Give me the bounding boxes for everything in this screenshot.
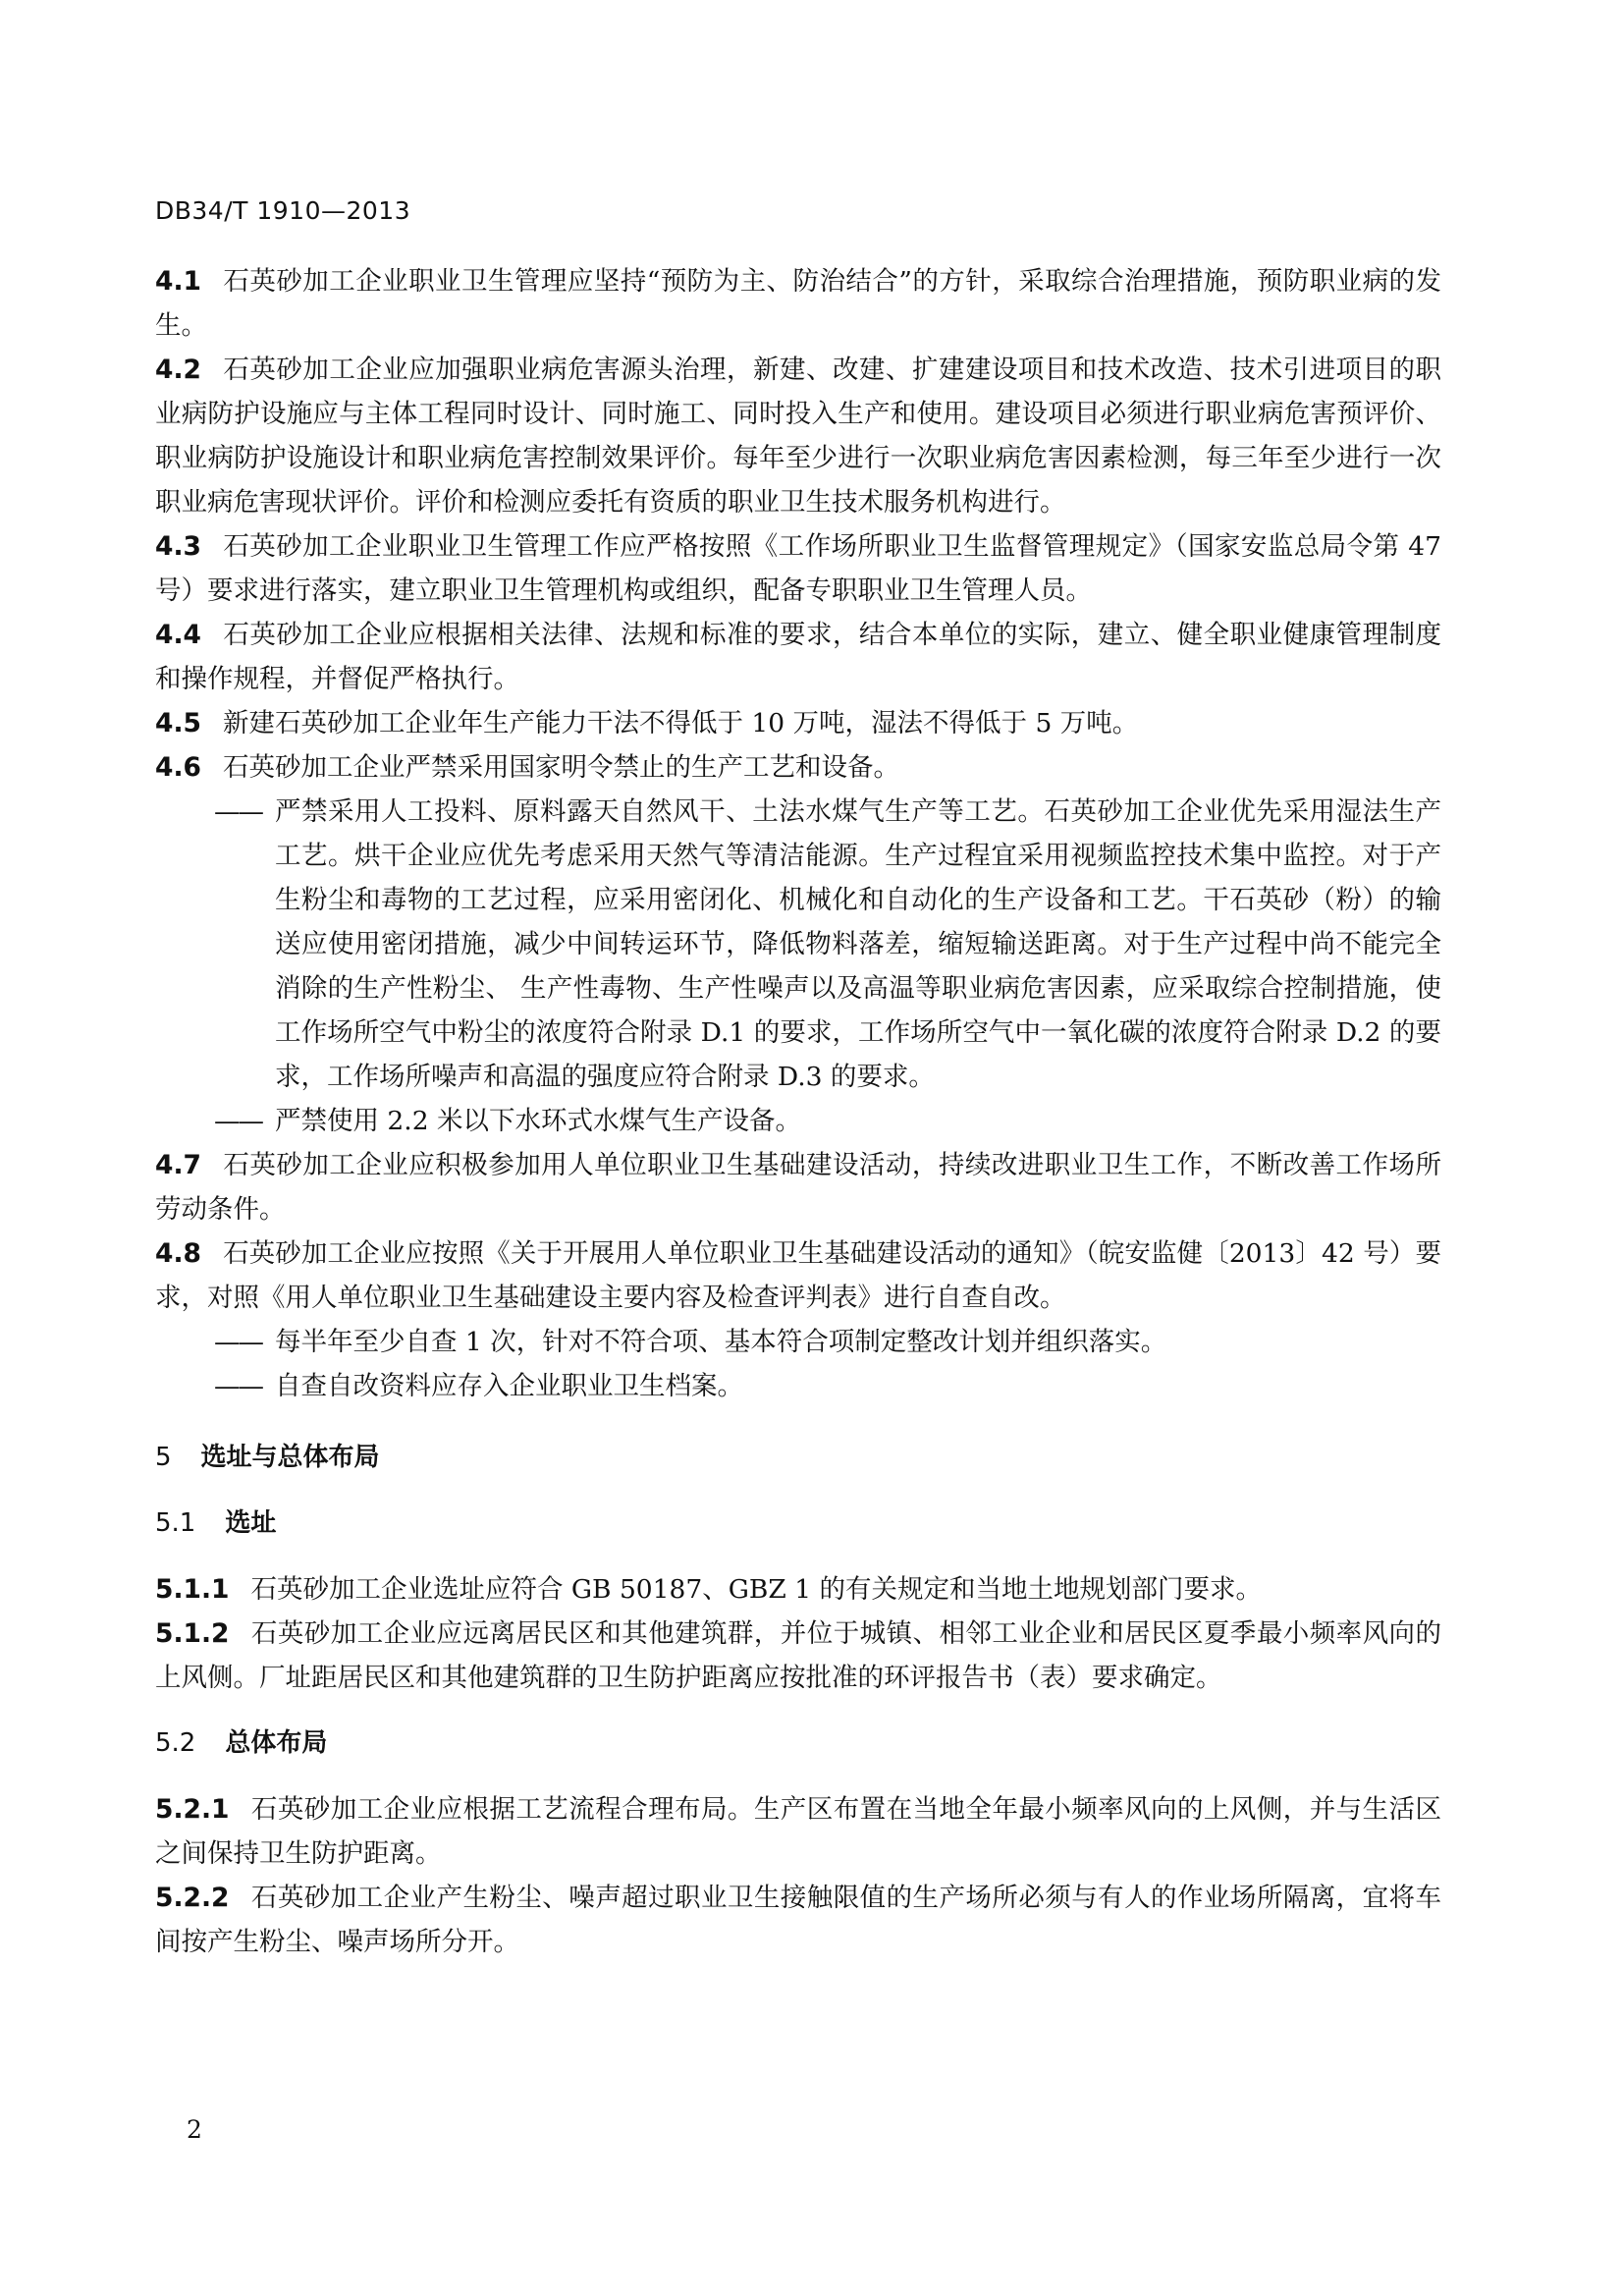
list-item-text: 每半年至少自查 1 次，针对不符合项、基本符合项制定整改计划并组织落实。 — [275, 1327, 1167, 1357]
clause-text: 石英砂加工企业产生粉尘、噪声超过职业卫生接触限值的生产场所必须与有人的作业场所隔离，宜将车间按产生粉尘、噪声场所分开。 — [155, 1883, 1441, 1957]
clause-5-1-2 — [155, 1612, 1441, 1700]
clause-5-2-2 — [155, 1876, 1441, 1964]
clause-4-3 — [155, 524, 1441, 613]
section-number: 5.1 — [155, 1508, 196, 1538]
clause-text: 新建石英砂加工企业年生产能力干法不得低于 10 万吨，湿法不得低于 5 万吨。 — [222, 708, 1139, 738]
dash-mark: —— — [214, 1327, 262, 1357]
document-body — [155, 259, 1441, 1964]
list-item — [214, 1099, 1441, 1143]
subsection-5-2-heading — [155, 1722, 1441, 1766]
list-item-text: 严禁采用人工投料、原料露天自然风干、土法水煤气生产等工艺。石英砂加工企业优先采用湿法生产工艺。烘干企业应优先考虑采用天然气等清洁能源。生产过程宜采用视频监控技术集中监控。对于产生粉尘和毒物的工艺过程，应采用密闭化、机械化和自动化的生产设备和工艺。干石英砂（粉）的输送应使用密闭措施，减少中间转运环节，降低物料落差，缩短输送距离。对于生产过程中尚不能完全消除的生产性粉尘、 生产性毒物、生产性噪声以及高温等职业病危害因素，应采取综合控制措施，使工作场所空气中粉尘的浓度符合附录 D.1 的要求，工作场所空气中一氧化碳的浓度符合附录 D.2 的要求，工作场所噪声和高温的强度应符合附录 D.3 的要求。 — [275, 796, 1441, 1092]
dash-mark: —— — [214, 796, 262, 827]
clause-4-6 — [155, 745, 1441, 790]
dash-mark: —— — [214, 1106, 262, 1136]
clause-4-2 — [155, 348, 1441, 524]
clause-number: 5.2.1 — [155, 1794, 230, 1825]
clause-5-2-1 — [155, 1787, 1441, 1876]
clause-number: 4.8 — [155, 1238, 201, 1269]
clause-4-1 — [155, 259, 1441, 348]
clause-number: 4.3 — [155, 531, 201, 562]
clause-text: 石英砂加工企业应按照《关于开展用人单位职业卫生基础建设活动的通知》（皖安监健〔2013〕42 号）要求，对照《用人单位职业卫生基础建设主要内容及检查评判表》进行自查自改。 — [155, 1238, 1441, 1313]
list-item-text: 自查自改资料应存入企业职业卫生档案。 — [275, 1371, 743, 1401]
clause-5-1-1 — [155, 1567, 1441, 1612]
list-item — [214, 1320, 1441, 1364]
clause-text: 石英砂加工企业应远离居民区和其他建筑群，并位于城镇、相邻工业企业和居民区夏季最小频率风向的上风侧。厂址距居民区和其他建筑群的卫生防护距离应按批准的环评报告书（表）要求确定。 — [155, 1618, 1441, 1693]
dash-mark: —— — [214, 1371, 262, 1401]
clause-4-7 — [155, 1143, 1441, 1231]
clause-text: 石英砂加工企业职业卫生管理工作应严格按照《工作场所职业卫生监督管理规定》（国家安监总局令第 47 号）要求进行落实，建立职业卫生管理机构或组织，配备专职职业卫生管理人员。 — [155, 531, 1441, 606]
clause-text: 石英砂加工企业选址应符合 GB 50187、GBZ 1 的有关规定和当地土地规划部门要求。 — [250, 1574, 1263, 1605]
clause-text: 石英砂加工企业应积极参加用人单位职业卫生基础建设活动，持续改进职业卫生工作，不断改善工作场所劳动条件。 — [155, 1150, 1441, 1225]
clause-4-8 — [155, 1231, 1441, 1320]
clause-number: 4.5 — [155, 708, 201, 738]
list-item — [214, 790, 1441, 1099]
clause-number: 4.2 — [155, 355, 201, 385]
list-item-text: 严禁使用 2.2 米以下水环式水煤气生产设备。 — [275, 1106, 801, 1136]
section-number: 5.2 — [155, 1728, 196, 1758]
clause-text: 石英砂加工企业应加强职业病危害源头治理，新建、改建、扩建建设项目和技术改造、技术引进项目的职业病防护设施应与主体工程同时设计、同时施工、同时投入生产和使用。建设项目必须进行职业病危害预评价、职业病防护设施设计和职业病危害控制效果评价。每年至少进行一次职业病危害因素检测，每三年至少进行一次职业病危害现状评价。评价和检测应委托有资质的职业卫生技术服务机构进行。 — [155, 355, 1441, 518]
clause-number: 5.1.2 — [155, 1618, 230, 1649]
clause-text: 石英砂加工企业应根据相关法律、法规和标准的要求，结合本单位的实际，建立、健全职业健康管理制度和操作规程，并督促严格执行。 — [155, 620, 1441, 694]
document-code: DB34/T 1910—2013 — [155, 196, 411, 225]
section-number: 5 — [155, 1443, 172, 1472]
subsection-5-1-heading — [155, 1502, 1441, 1546]
page-number: 2 — [187, 2115, 202, 2144]
list-item — [214, 1364, 1441, 1408]
clause-number: 4.4 — [155, 620, 201, 650]
clause-number: 4.7 — [155, 1150, 201, 1180]
clause-text: 石英砂加工企业应根据工艺流程合理布局。生产区布置在当地全年最小频率风向的上风侧，并与生活区之间保持卫生防护距离。 — [155, 1794, 1441, 1869]
section-title: 总体布局 — [225, 1728, 328, 1758]
section-title: 选址 — [225, 1508, 277, 1538]
clause-4-5 — [155, 701, 1441, 745]
clause-text: 石英砂加工企业职业卫生管理应坚持“预防为主、防治结合”的方针，采取综合治理措施，预防职业病的发生。 — [155, 266, 1441, 341]
clause-number: 4.1 — [155, 266, 201, 297]
clause-number: 4.6 — [155, 752, 201, 783]
clause-4-4 — [155, 613, 1441, 701]
clause-number: 5.1.1 — [155, 1574, 230, 1605]
section-5-heading — [155, 1436, 1441, 1480]
clause-number: 5.2.2 — [155, 1883, 230, 1913]
clause-text: 石英砂加工企业严禁采用国家明令禁止的生产工艺和设备。 — [222, 752, 899, 783]
section-title: 选址与总体布局 — [200, 1443, 380, 1472]
